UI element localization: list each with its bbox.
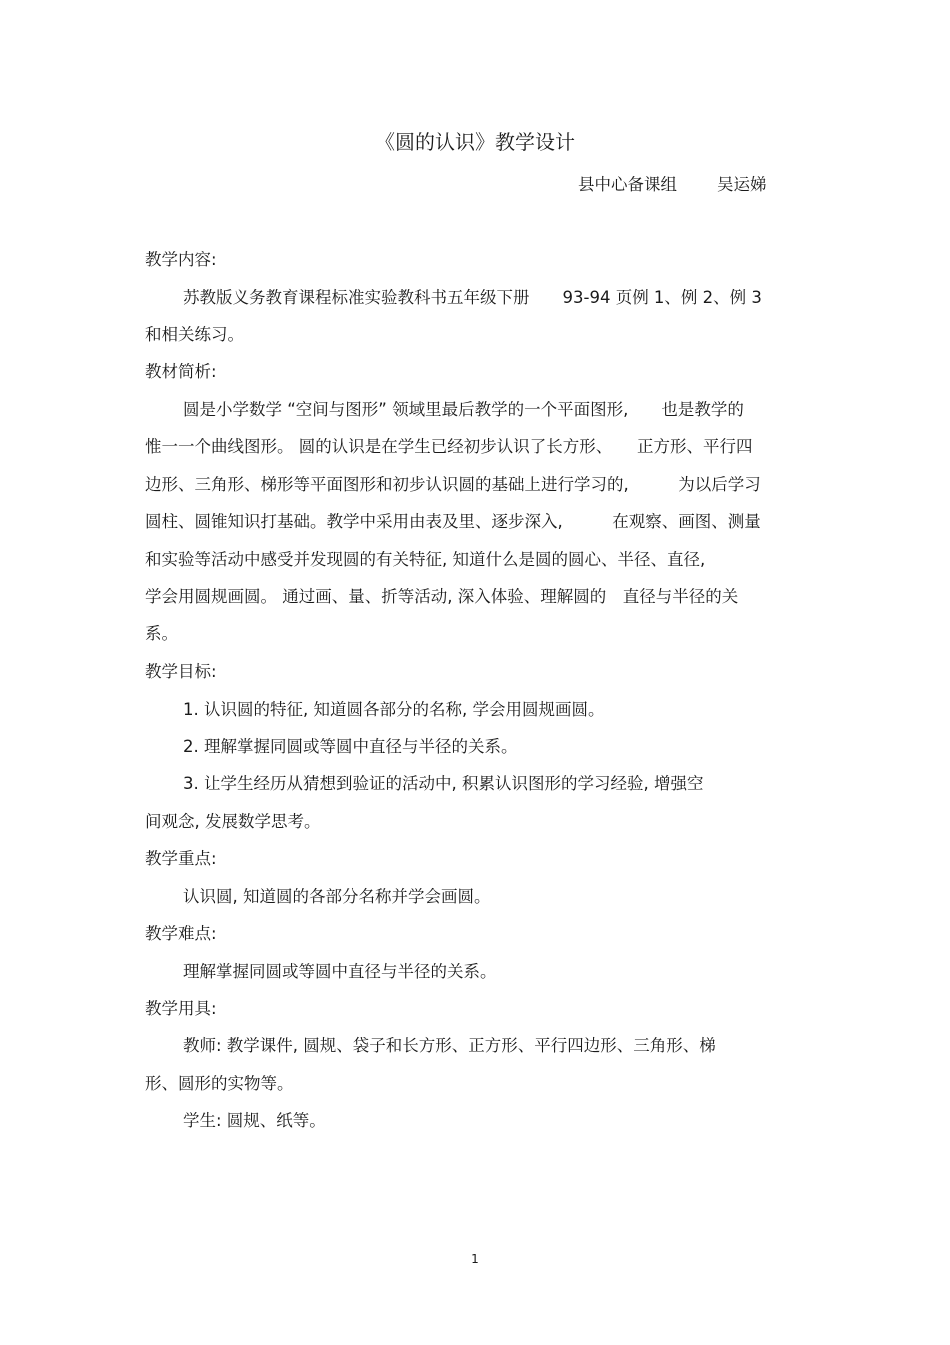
text-line: 和相关练习。 [145,325,244,344]
author-name: 吴运娣 [717,175,767,194]
text-line: 教学难点: [145,924,217,943]
text-line: 教学内容: [145,250,217,269]
page-number: 1 [471,1252,479,1266]
document-title: 《圆的认识》教学设计 [375,130,575,154]
text-line: 惟一一个曲线图形。 圆的认识是在学生已经初步认识了长方形、 正方形、平行四 [145,437,753,456]
text-line: 系。 [145,624,178,643]
text-line: 学会用圆规画圆。 通过画、量、折等活动, 深入体验、理解圆的 直径与半径的关 [145,587,739,606]
text-line: 2. 理解掌握同圆或等圆中直径与半径的关系。 [183,737,518,756]
text-line: 3. 让学生经历从猜想到验证的活动中, 积累认识图形的学习经验, 增强空 [183,774,704,793]
text-line: 和实验等活动中感受并发现圆的有关特征, 知道什么是圆的圆心、半径、直径, [145,550,706,569]
text-line: 圆柱、圆锥知识打基础。教学中采用由表及里、逐步深入, 在观察、画图、测量 [145,512,761,531]
text-line: 圆是小学数学 “空间与图形” 领域里最后教学的一个平面图形, 也是教学的 [183,400,744,419]
text-line: 学生: 圆规、纸等。 [183,1111,326,1130]
text-line: 1. 认识圆的特征, 知道圆各部分的名称, 学会用圆规画圆。 [183,700,605,719]
text-line: 认识圆, 知道圆的各部分名称并学会画圆。 [183,887,491,906]
text-line: 间观念, 发展数学思考。 [145,812,321,831]
author-line [578,175,767,195]
text-line: 形、圆形的实物等。 [145,1074,294,1093]
text-line: 教学重点: [145,849,217,868]
text-line: 教师: 教学课件, 圆规、袋子和长方形、正方形、平行四边形、三角形、梯 [183,1036,716,1055]
text-line: 教学目标: [145,662,217,681]
text-line: 苏教版义务教育课程标准实验教科书五年级下册 93-94 页例 1、例 2、例 3 [183,288,762,307]
text-line: 理解掌握同圆或等圆中直径与半径的关系。 [183,962,497,981]
text-line: 教材简析: [145,362,217,381]
text-line: 教学用具: [145,999,217,1018]
text-line: 边形、三角形、梯形等平面图形和初步认识圆的基础上进行学习的, 为以后学习 [145,475,761,494]
author-group: 县中心备课组 [578,175,677,194]
